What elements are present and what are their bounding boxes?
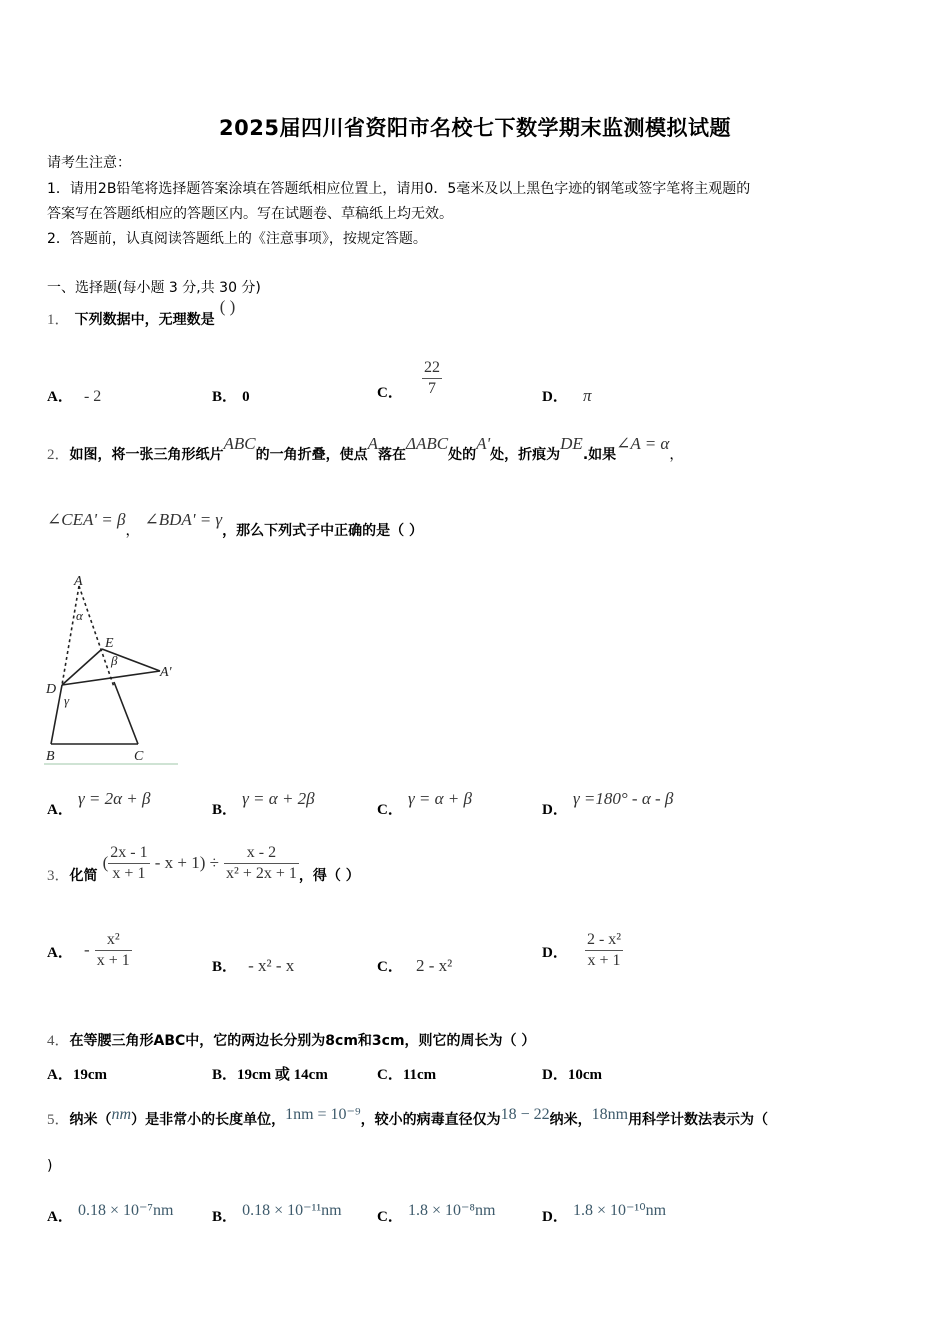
option-value: γ = α + β: [407, 789, 472, 808]
stem-text: .如果: [582, 447, 617, 463]
stem-text: 纳米，: [549, 1112, 592, 1128]
question-number: 2．: [47, 447, 70, 463]
notice-item-2: 2．答题前，认真阅读答题纸上的《注意事项》，按规定答题。: [47, 231, 427, 247]
label-d: D: [46, 682, 57, 697]
q2-option-c[interactable]: [377, 789, 472, 819]
label-b: B: [46, 749, 55, 764]
q4-option-c[interactable]: [377, 1063, 436, 1084]
stem-text: 落在: [378, 447, 407, 463]
geometry-diagram: [42, 572, 182, 770]
option-value: 10cm: [567, 1067, 602, 1083]
option-value: 19cm 或 14cm: [237, 1067, 328, 1083]
math-triangle-abc: ΔABC: [406, 434, 449, 453]
numerator: 2x - 1: [108, 843, 149, 864]
q5-option-c[interactable]: [377, 1202, 496, 1226]
stem-text: 纳米（: [69, 1112, 112, 1128]
option-label: C．: [377, 385, 403, 401]
paren-open: (: [102, 853, 109, 872]
question-2-line-2: [47, 510, 424, 540]
numerator: 22: [422, 358, 442, 379]
question-1: [47, 297, 236, 329]
math-1nm: 1nm = 10⁻⁹: [285, 1106, 361, 1123]
q1-option-c[interactable]: [377, 358, 442, 399]
fraction: [95, 930, 132, 971]
math-angle-bda: ∠BDA' = γ: [144, 510, 223, 529]
stem-text: 处的: [448, 447, 477, 463]
fraction: [422, 358, 442, 399]
notice-heading: 请考生注意：: [47, 155, 131, 171]
option-label: D．: [542, 389, 568, 405]
q3-option-b[interactable]: [212, 955, 294, 976]
answer-paren: ( ): [219, 297, 236, 316]
option-value: - 2: [83, 388, 102, 405]
option-value: 11cm: [402, 1067, 437, 1083]
option-label: D．: [542, 945, 568, 961]
option-label: A．: [47, 945, 73, 961]
page-title: 2025届四川省资阳市名校七下数学期末监测模拟试题: [219, 116, 731, 140]
question-5-line-1: [47, 1108, 768, 1129]
q4-option-b[interactable]: [212, 1063, 328, 1084]
option-label: A．: [47, 802, 73, 818]
label-e: E: [105, 636, 114, 651]
question-stem: 下列数据中，无理数是: [74, 312, 215, 328]
math-angle-cea: ∠CEA' = β: [47, 510, 126, 529]
stem-text: ，较小的病毒直径仅为: [360, 1112, 501, 1128]
math-a-prime: A': [476, 434, 491, 453]
q4-option-a[interactable]: [47, 1063, 107, 1084]
question-number: 4．: [47, 1033, 70, 1049]
option-sign: -: [83, 940, 90, 959]
math-18nm: 18nm: [591, 1106, 629, 1123]
q3-option-a[interactable]: [47, 930, 132, 971]
math-de: DE: [560, 434, 583, 453]
option-label: D．: [542, 1209, 568, 1225]
denominator: x² + 2x + 1: [226, 865, 297, 882]
option-value: 0.18 × 10⁻¹¹nm: [242, 1202, 342, 1219]
option-label: C．: [377, 802, 403, 818]
question-3: [47, 843, 360, 884]
q1-option-a[interactable]: [47, 385, 101, 406]
q2-option-b[interactable]: [212, 789, 315, 819]
option-value: γ = 2α + β: [77, 789, 151, 808]
stem-tail: ，得（ ）: [298, 868, 360, 884]
option-label: B．: [212, 1209, 238, 1225]
stem-text: 在等腰三角形ABC中，它的两边长分别为8cm和3cm，则它的周长为（ ）: [69, 1033, 536, 1049]
q4-option-d[interactable]: [542, 1063, 602, 1084]
stem-text: ，: [669, 447, 684, 463]
option-label: B．: [212, 389, 238, 405]
option-value: - x² - x: [248, 956, 295, 975]
stem-text: ，: [125, 523, 140, 539]
stem-text: 处，折痕为: [490, 447, 561, 463]
label-c: C: [134, 749, 144, 764]
option-value: 1.8 × 10⁻¹⁰nm: [572, 1202, 667, 1219]
label-alpha: α: [76, 608, 83, 623]
question-number: 5．: [47, 1112, 70, 1128]
option-label: B．: [212, 959, 238, 975]
fraction-1: [108, 843, 149, 884]
fraction: [585, 930, 623, 971]
q1-option-d[interactable]: [542, 385, 591, 406]
denominator: 7: [427, 380, 436, 397]
question-number: 3．: [47, 868, 70, 884]
expr-middle: - x + 1) ÷: [154, 853, 219, 872]
option-value: 19cm: [72, 1067, 107, 1083]
notice-item-1-cont: 答案写在答题纸相应的答题区内。写在试题卷、草稿纸上均无效。: [47, 206, 453, 222]
fraction-2: [224, 843, 299, 884]
option-value: 1.8 × 10⁻⁸nm: [407, 1202, 496, 1219]
question-4: [47, 1029, 535, 1050]
section-heading: 一、选择题(每小题 3 分,共 30 分): [47, 280, 261, 296]
math-text: nm: [111, 1106, 132, 1123]
option-label: C．: [377, 1209, 403, 1225]
question-2-line-1: [47, 434, 684, 464]
q5-option-b[interactable]: [212, 1202, 342, 1226]
math-range: 18 − 22: [500, 1106, 550, 1123]
option-value: γ =180° - α - β: [572, 789, 674, 808]
stem-text: 的一角折叠，使点: [255, 447, 368, 463]
option-label: A．: [47, 1067, 73, 1083]
stem-text: 用科学计数法表示为（: [628, 1112, 769, 1128]
stem-text: 如图，将一张三角形纸片: [69, 447, 224, 463]
option-label: A．: [47, 1209, 73, 1225]
stem-text: 化简: [69, 868, 98, 884]
q2-option-d[interactable]: [542, 789, 674, 819]
stem-text: ，那么下列式子中正确的是（ ）: [222, 523, 424, 539]
q3-option-d[interactable]: [542, 930, 623, 971]
q1-option-b[interactable]: [212, 385, 250, 406]
q2-option-a[interactable]: [47, 789, 151, 819]
math-abc: ABC: [223, 434, 256, 453]
option-label: D．: [542, 1067, 568, 1083]
denominator: x + 1: [112, 865, 146, 882]
option-label: C．: [377, 1067, 403, 1083]
q3-option-c[interactable]: [377, 955, 452, 976]
option-label: D．: [542, 802, 568, 818]
label-a-prime: A': [160, 665, 172, 680]
denominator: x + 1: [587, 952, 621, 969]
option-value: γ = α + 2β: [242, 789, 315, 808]
option-value: 0.18 × 10⁻⁷nm: [77, 1202, 174, 1219]
option-value: 0: [242, 389, 250, 405]
q5-option-a[interactable]: [47, 1202, 174, 1226]
stem-text: ）是非常小的长度单位，: [131, 1112, 286, 1128]
notice-item-1: 1．请用2B铅笔将选择题答案涂填在答题纸相应位置上，请用0．5毫米及以上黑色字迹的钢笔或签字笔将主观题的: [47, 181, 751, 197]
question-5-line-2: ): [47, 1158, 53, 1174]
option-label: A．: [47, 389, 73, 405]
question-number: 1．: [47, 312, 70, 328]
option-label: C．: [377, 959, 403, 975]
option-label: B．: [212, 802, 238, 818]
numerator: 2 - x²: [585, 930, 623, 951]
math-nm: [112, 1106, 132, 1123]
option-label: B．: [212, 1067, 238, 1083]
triangle-fold-figure: [42, 572, 182, 770]
math-a: A: [367, 434, 379, 453]
denominator: x + 1: [96, 952, 130, 969]
label-beta: β: [111, 653, 118, 668]
option-value: 2 - x²: [415, 956, 453, 975]
option-value: π: [582, 386, 592, 405]
numerator: x - 2: [224, 843, 299, 864]
math-angle-a: ∠A = α: [616, 434, 670, 453]
label-a: A: [74, 574, 83, 589]
label-gamma: γ: [64, 693, 70, 708]
q5-option-d[interactable]: [542, 1202, 667, 1226]
numerator: x²: [95, 930, 132, 951]
